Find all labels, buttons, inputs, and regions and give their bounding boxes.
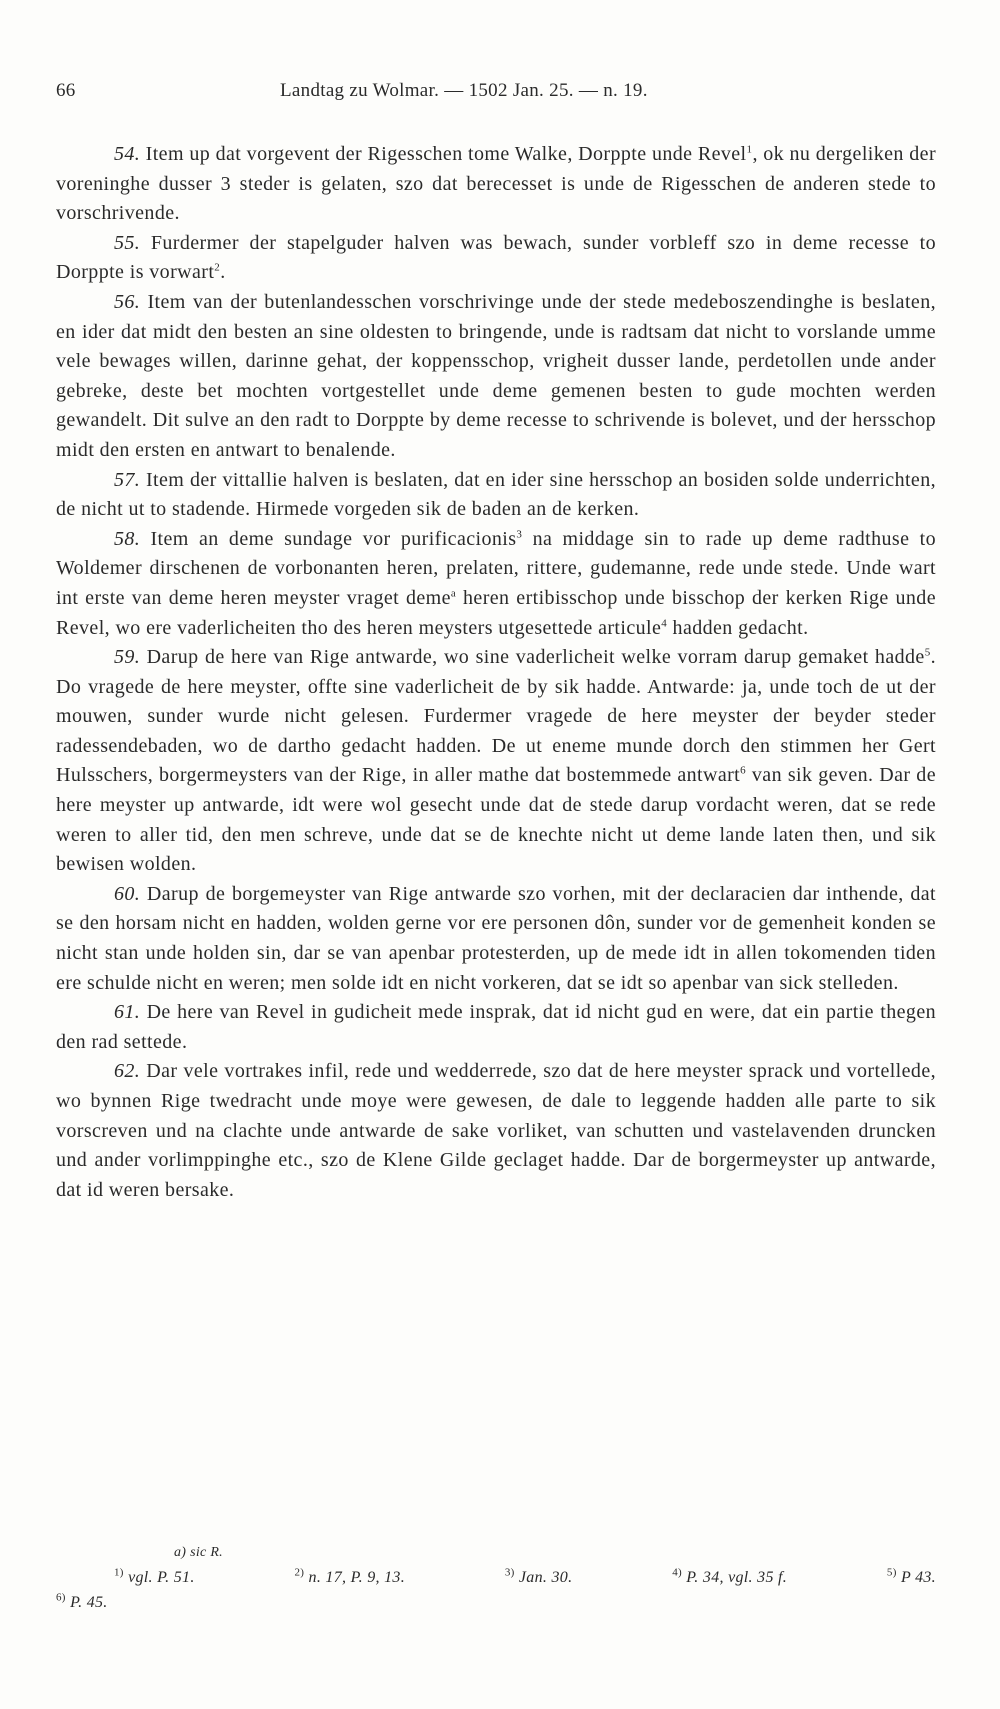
paragraph-57: 57. Item der vittallie halven is beslaten, dat en ider sine hersschop an bosiden solde underrichten, de nicht ut to stadende. Hirmede vorgeden sik de baden an de kerken.: [56, 468, 936, 521]
page-number: 66: [56, 80, 76, 101]
paragraph-62: 62. Dar vele vortrakes infil, rede und wedderrede, szo dat de here meyster sprack und vortellede, wo bynnen Rige twedracht unde moye were gewesen, de dale to leggende hadden alle parte to sik vorscreven und na clachte unde antwarde de sake vorliket, van schutten und vastelavenden druncken und ander vorlimppinghe etc., szo de Klene Gilde geclaget hadde. Dar de borgermeyster up antwarde, dat id weren bersake.: [56, 1060, 936, 1201]
paragraph-60: 60. Darup de borgemeyster van Rige antwarde szo vorhen, mit der declaracien dar inthende, dat se den horsam nicht en hadden, wolden gerne vor ere personen dôn, sunder vor de gemenheit konden se nicht stan unde holden sin, dar se van apenbar protesterden, up de mede idt in allen tokomenden tiden ere schulde nicht en weren; men solde idt en nicht vorkeren, dat se idt so apenbar van sick stelleden.: [56, 882, 936, 994]
running-title: Landtag zu Wolmar. — 1502 Jan. 25. — n. 19.: [280, 80, 648, 101]
paragraph-61: 61. De here van Revel in gudicheit mede insprak, dat id nicht gud en were, dat ein partie thegen den rad settede.: [56, 1001, 936, 1053]
footnote-3: $^{3)}$ Jan. 30.: [504, 1566, 573, 1586]
footnote-a: a) sic R.: [174, 1545, 223, 1560]
paragraph-55: 55. Furdermer der stapelguder halven was bewach, sunder vorbleff szo in deme recesse to Dorppte is vorwart$^2$.: [56, 231, 936, 284]
footnote-4: $^{4)}$ P. 34, vgl. 35 f.: [672, 1566, 788, 1586]
footnotes: [56, 1540, 936, 1615]
footnote-2: $^{2)}$ n. 17, P. 9, 13.: [294, 1566, 406, 1586]
paragraph-56: 56. Item van der butenlandesschen vorschrivinge unde der stede medeboszendinghe is beslaten, en ider dat midt den besten an sine oldesten to bringende, unde is radtsam dat nicht to vorslande umme vele bewages willen, darinne gehat, der koppensschop, vrigheit dusser lande, perdetollen unde ander gebreke, deste bet mochten vortgestellet unde deme gemenen besten to gude mochten werden gewandelt. Dit sulve an den radt to Dorppte by deme recesse to schrivende is bolevet, und der hersschop midt den ersten en antwart to benalende.: [56, 290, 936, 461]
paragraph-58: 58. Item an deme sundage vor purificacionis$^3$ na middage sin to rade up deme radthuse to Woldemer dirschenen de vorbonanten heren, prelaten, rittere, gudemanne, rede unde stede. Unde wart int erste van deme heren meyster vraget deme$^a$ heren ertibisschop unde bisschop der kerken Rige unde Revel, wo ere vaderlicheiten tho des heren meysters utgesettede articule$^4$ hadden gedacht.: [56, 527, 936, 639]
footnote-6: $^{6)}$ P. 45.: [56, 1591, 108, 1611]
footnote-line: [56, 1565, 936, 1590]
main-text: [56, 140, 936, 1205]
footnote-5: $^{5)}$ P 43.: [886, 1566, 936, 1586]
paragraph-54: 54. Item up dat vorgevent der Rigesschen tome Walke, Dorppte unde Revel$^1$, ok nu dergeliken der voreninghe dusser 3 steder is gelaten, szo dat berecesset is unde de Rigesschen de anderen stede to vorschrivende.: [56, 143, 937, 225]
footnote-1: $^{1)}$ vgl. P. 51.: [114, 1566, 195, 1586]
paragraph-59: 59. Darup de here van Rige antwarde, wo sine vaderlicheit welke vorram darup gemaket hadde$^5$. Do vragede de here meyster, offte sine vaderlicheit de by sik hadde. Antwarde: ja, unde toch de ut der mouwen, sunder wurde nicht gelesen. Furdermer vragede de here meyster der beyder steder radessendebaden, wo de dartho gedacht hadden. De ut eneme munde dorch den stimmen her Gert Hulsschers, borgermeysters van der Rige, in aller mathe dat bostemmede antwart$^6$ van sik geven. Dar de here meyster up antwarde, idt were wol gesecht unde dat de stede darup vordacht weren, dat se rede weren to aller tid, den men schreve, unde dat se de knechte nicht ut deme lande laten then, und sik bewisen wolden.: [56, 646, 936, 876]
page-header: [56, 80, 936, 110]
